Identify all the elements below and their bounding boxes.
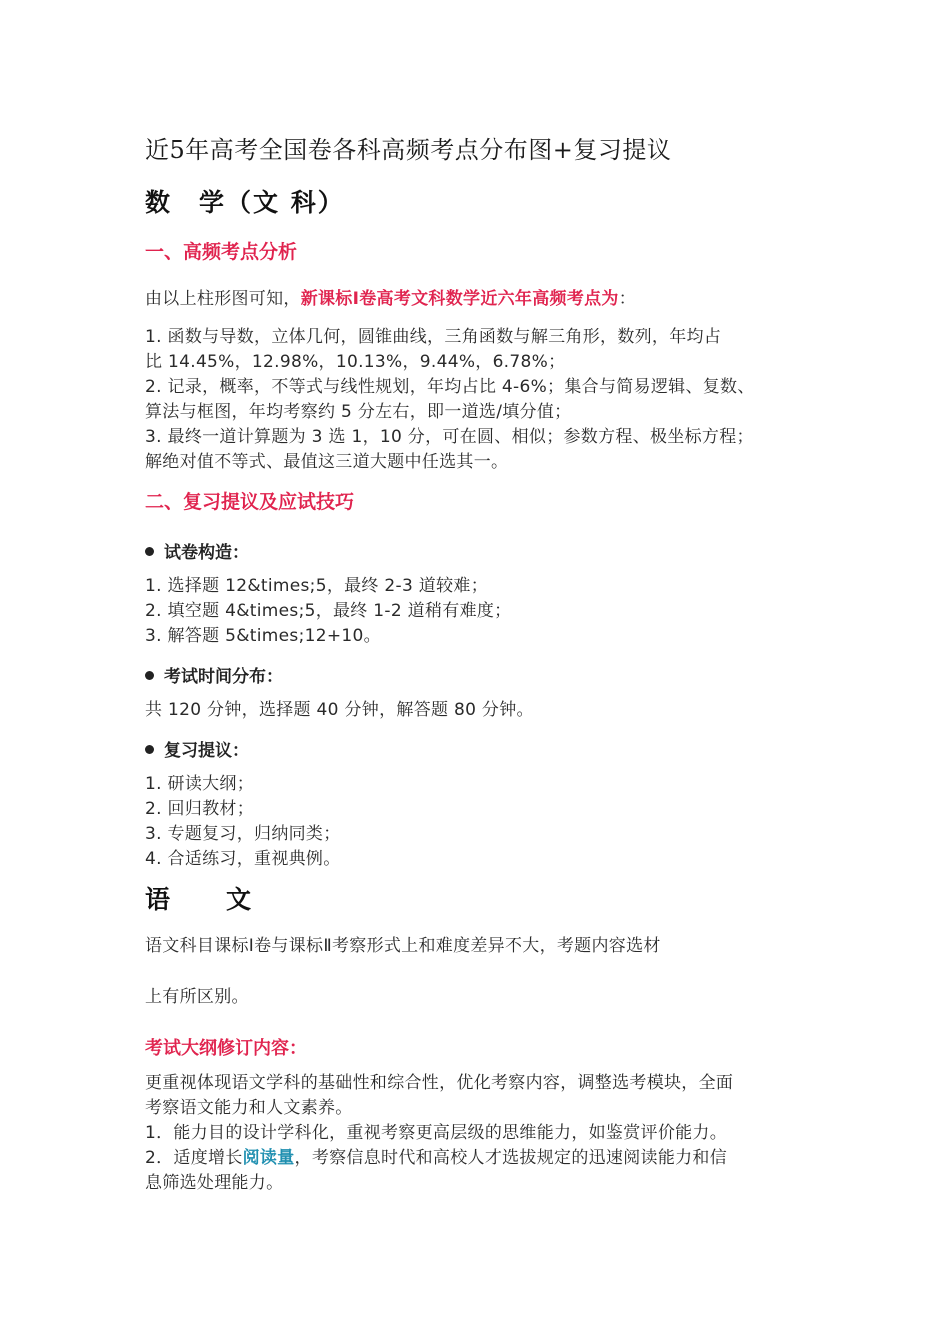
chinese-subject-heading: 语 文 — [145, 885, 254, 914]
math-point-line: 3. 最终一道计算题为 3 选 1，10 分，可在圆、相似；参数方程、极坐标方程； — [145, 427, 754, 447]
revision-line: 1．能力目的设计学科化，重视考察更高层级的思维能力，如鉴赏评价能力。 — [145, 1123, 728, 1143]
structure-bullet — [145, 538, 249, 563]
math-point-line: 1. 函数与导数，立体几何，圆锥曲线，三角函数与解三角形，数列，年均占 — [145, 327, 722, 347]
advice-label: 复习提议： — [164, 741, 249, 761]
math-point-line: 算法与框图，年均考察约 5 分左右，即一道选/填分值； — [145, 402, 572, 422]
revision-line4-prefix: 2．适度增长 — [145, 1148, 243, 1168]
chinese-revision-heading: 考试大纲修订内容： — [145, 1038, 307, 1059]
math-intro-suffix: ： — [618, 289, 637, 309]
bullet-dot-icon — [145, 671, 154, 680]
time-bullet — [145, 662, 283, 687]
revision-line: 更重视体现语文学科的基础性和综合性，优化考察内容，调整选考模块，全面 — [145, 1073, 734, 1093]
structure-line: 3. 解答题 5&times;12+10。 — [145, 626, 381, 646]
time-text: 共 120 分钟，选择题 40 分钟，解答题 80 分钟。 — [145, 700, 534, 720]
bullet-dot-icon — [145, 547, 154, 556]
math-intro-highlight: 新课标Ⅰ卷高考文科数学近六年高频考点为 — [300, 289, 619, 309]
document-title: 近5年高考全国卷各科高频考点分布图+复习提议 — [145, 136, 672, 164]
math-key-points — [145, 325, 755, 475]
math-intro-prefix: 由以上柱形图可知， — [145, 289, 301, 309]
chinese-revision-body — [145, 1071, 733, 1196]
revision-line-with-highlight — [145, 1146, 733, 1171]
chinese-intro-line2: 上有所区别。 — [145, 987, 249, 1007]
chinese-intro-line1: 语文科目课标Ⅰ卷与课标Ⅱ考察形式上和难度差异不大，考题内容选材 — [145, 936, 661, 956]
math-subject-heading: 数 学（文 科） — [145, 188, 345, 217]
advice-line: 2. 回归教材； — [145, 799, 255, 819]
advice-line: 1. 研读大纲； — [145, 774, 255, 794]
bullet-dot-icon — [145, 745, 154, 754]
math-section2-heading: 二、复习提议及应试技巧 — [145, 491, 355, 513]
advice-list — [145, 772, 341, 872]
math-point-line: 解绝对值不等式、最值这三道大题中任选其一。 — [145, 452, 509, 472]
time-label: 考试时间分布： — [164, 667, 283, 687]
revision-line4-suffix: ，考察信息时代和高校人才选拔规定的迅速阅读能力和信 — [294, 1148, 728, 1168]
structure-line: 1. 选择题 12&times;5，最终 2-3 道较难； — [145, 576, 488, 596]
revision-line: 考察语文能力和人文素养。 — [145, 1098, 353, 1118]
structure-label: 试卷构造： — [164, 543, 249, 563]
math-section1-heading: 一、高频考点分析 — [145, 241, 298, 263]
math-point-line: 2. 记录，概率，不等式与线性规划，年均占比 4-6%；集合与简易逻辑、复数、 — [145, 377, 755, 397]
revision-line: 息筛选处理能力。 — [145, 1173, 284, 1193]
reading-volume-highlight: 阅读量 — [242, 1148, 295, 1168]
structure-line: 2. 填空题 4&times;5，最终 1-2 道稍有难度； — [145, 601, 512, 621]
advice-bullet — [145, 736, 249, 761]
advice-line: 4. 合适练习，重视典例。 — [145, 849, 341, 869]
math-point-line: 比 14.45%，12.98%，10.13%，9.44%，6.78%； — [145, 352, 566, 372]
structure-list — [145, 574, 511, 649]
advice-line: 3. 专题复习，归纳同类； — [145, 824, 341, 844]
math-intro — [145, 287, 636, 312]
